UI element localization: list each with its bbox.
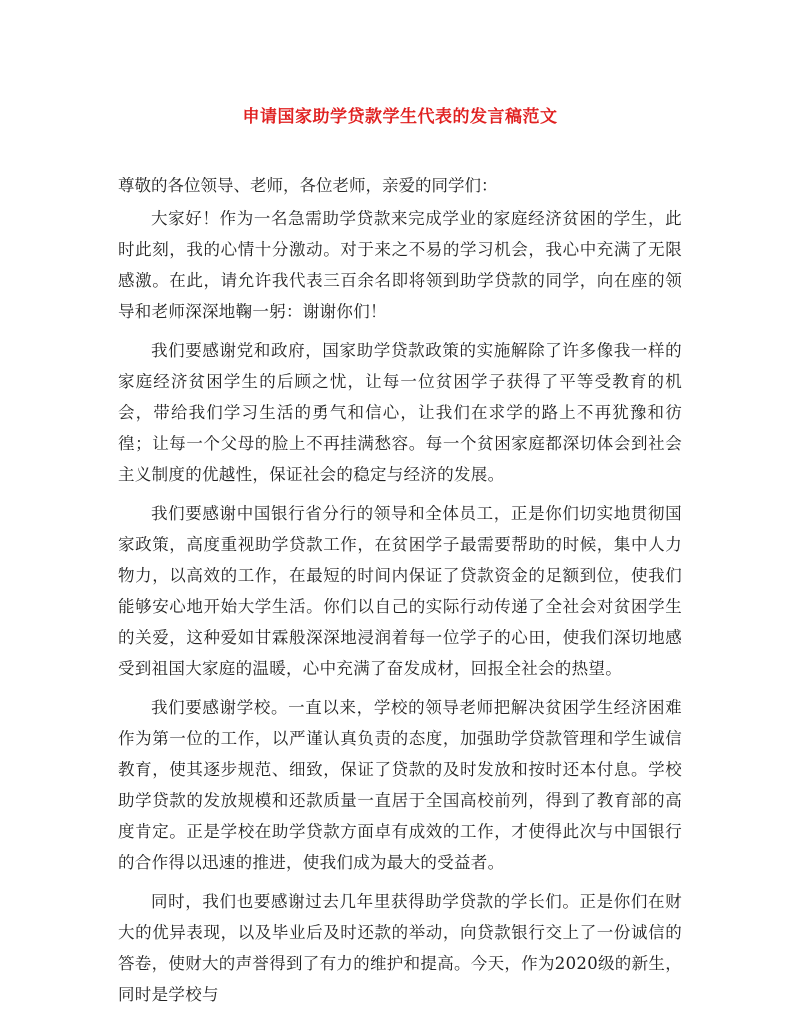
document-title: 申请国家助学贷款学生代表的发言稿范文 (242, 107, 558, 127)
paragraph-thanks-government: 我们要感谢党和政府，国家助学贷款政策的实施解除了许多像我一样的家庭经济贫困学生的后顾之忧，让每一位贫困学子获得了平等受教育的机会，带给我们学习生活的勇气和信心，让我们在求学的路上不再犹豫和彷徨；让每一个父母的脸上不再挂满愁容。每一个贫困家庭都深切体会到社会主义制度的优越性，保证社会的稳定与经济的发展。 (118, 341, 682, 484)
paragraph-thanks-bank: 我们要感谢中国银行省分行的领导和全体员工，正是你们切实地贯彻国家政策，高度重视助学贷款工作，在贫困学子最需要帮助的时候，集中人力物力，以高效的工作，在最短的时间内保证了贷款资金的足额到位，使我们能够安心地开始大学生活。你们以自己的实际行动传递了全社会对贫困学生的关爱，这种爱如甘霖般深深地浸润着每一位学子的心田，使我们深切地感受到祖国大家庭的温暖，心中充满了奋发成材，回报全社会的热望。 (118, 504, 682, 678)
salutation: 尊敬的各位领导、老师，各位老师，亲爱的同学们： (118, 176, 498, 195)
paragraph-thanks-school: 我们要感谢学校。一直以来，学校的领导老师把解决贫困学生经济困难作为第一位的工作，以严谨认真负责的态度，加强助学贷款管理和学生诚信教育，使其逐步规范、细致，保证了贷款的及时发放和按时还本付息。学校助学贷款的发放规模和还款质量一直居于全国高校前列，得到了教育部的高度肯定。正是学校在助学贷款方面卓有成效的工作，才使得此次与中国银行的合作得以迅速的推进，使我们成为最大的受益者。 (118, 698, 682, 872)
paragraph-thanks-seniors: 同时，我们也要感谢过去几年里获得助学贷款的学长们。正是你们在财大的优异表现，以及毕业后及时还款的举动，向贷款银行交上了一份诚信的答卷，使财大的声誉得到了有力的维护和提高。今天，作为2020级的新生，同时是学校与 (118, 892, 682, 1004)
paragraph-greeting: 大家好！作为一名急需助学贷款来完成学业的家庭经济贫困的学生，此时此刻，我的心情十分激动。对于来之不易的学习机会，我心中充满了无限感激。在此，请允许我代表三百余名即将领到助学贷款的同学，向在座的领导和老师深深地鞠一躬：谢谢你们！ (118, 209, 682, 321)
